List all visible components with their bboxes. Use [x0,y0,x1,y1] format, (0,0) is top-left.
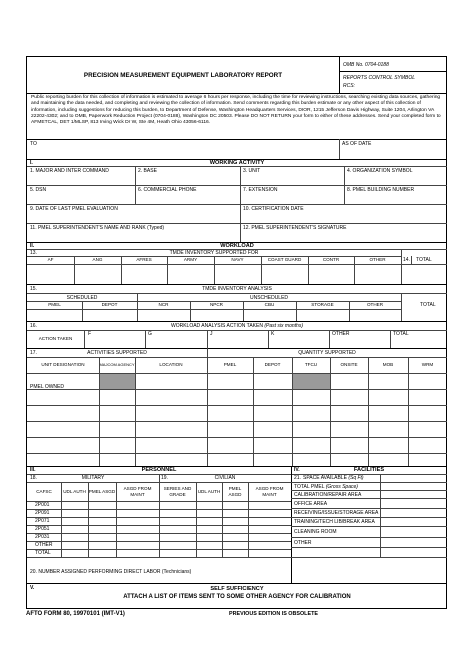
item-19-number: 19. [161,475,168,481]
tmde-total-label: TOTAL [416,257,432,263]
cleaning-room: CLEANING ROOM [294,529,337,535]
qty-col-wrm: WRM [421,362,434,368]
qty-col-onsite: ONSITE [340,362,358,368]
to-field[interactable]: TO [30,141,37,147]
pmel-report-form [26,56,447,609]
item-16-number: 16. [30,323,37,329]
action-col-f: F [88,331,92,337]
direct-labor-field[interactable]: 20. NUMBER ASSIGNED PERFORMING DIRECT LABOR (Technicians) [30,569,192,575]
item-17-number: 17. [30,350,37,356]
base-field[interactable]: 2. BASE [138,168,157,174]
pmel-building-field[interactable]: 8. PMEL BUILDING NUMBER [347,187,415,193]
section-4-title: FACILITIES [353,467,385,473]
unscheduled-header: UNSCHEDULED [249,295,289,301]
tmde-col-army: ARMY [183,257,198,263]
as-of-date-field[interactable]: AS OF DATE [342,141,372,147]
qty-col-pmel: PMEL [223,362,237,368]
row-2p001: 2P001 [35,502,50,508]
action-total-label: TOTAL [393,331,409,337]
omb-number: OMB No. 0704-0188 [343,62,389,68]
receiving-storage-area: RECEIVING/ISSUE/STORAGE AREA [294,510,379,516]
action-col-g: G [148,331,152,337]
row-2p051: 2P051 [35,526,50,532]
tmde-col-other: OTHER [369,257,386,263]
action-taken-title: WORKLOAD ANALYSIS ACTION TAKEN (Past six months) [171,323,303,329]
tmde-col-navy: NAVY [231,257,244,263]
analysis-col-cbu: CBU [264,302,275,308]
section-1-title: WORKING ACTIVITY [209,160,265,166]
col-civ-udl-auth: UDL AUTH [197,488,221,494]
analysis-col-pmel: PMEL [48,302,61,308]
col-mil-asgd-from-maint: ASGD FROM MAINT [123,486,152,497]
last-evaluation-date-field[interactable]: 9. DATE OF LAST PMEL EVALUATION [30,206,118,212]
analysis-total-label: TOTAL [420,302,436,308]
analysis-col-ncr: NCR [158,302,169,308]
analysis-col-storage: STORAGE [311,302,334,308]
row-2p071: 2P071 [35,518,50,524]
form-number: AFTO FORM 80, 19970101 (IMT-V1) [26,611,125,617]
activities-supported-header: ACTIVITIES SUPPORTED [87,350,147,356]
item-18-number: 18. [30,475,37,481]
tmde-inventory-title: TMDE INVENTORY SUPPORTED FOR [169,250,259,256]
training-library-area: TRAINING/TECH LIB/BREAK AREA [294,519,375,525]
burden-statement: Public reporting burden for this collection of information is estimated to average 6 hours per response, including the time for reviewing instructions, searching existing data sources, gathering and maintaining the data needed, and completing and reviewing the collection of information. Send comments regarding this burden estimate or any other aspect of this collection of information, including suggestions for reducing this burden, to Department of Defense, Washington Headquarters Services, DIOR, 1215 Jefferson Davis Highway, Suite 1204, Arlington VA 22202-4302; and to OMB, Paperwork Reduction Project (0704-0188), Washington DC 20503. Please DO NOT RETURN your form to either of these addresses. Send your completed form to AFMETCAL, DET 1/MLSP, 813 Irving Wick Dr W, Ste 4M, Heath Ohio 43056-6116. [31,95,441,126]
col-civ-pmel-asgd: PMEL ASGD [228,486,242,497]
obsolete-notice: PREVIOUS EDITION IS OBSOLETE [229,611,318,617]
superintendent-name-field[interactable]: 11. PMEL SUPERINTENDENT'S NAME AND RANK (Typed) [30,225,165,231]
item-14-number: 14. [403,257,410,263]
item-13-number: 13. [30,250,37,256]
office-area: OFFICE AREA [294,501,328,507]
location-header: LOCATION [159,362,183,368]
row-other: OTHER [35,542,53,548]
tmde-col-coast-guard: COAST GUARD [267,257,302,263]
extension-field[interactable]: 7. EXTENSION [243,187,278,193]
action-col-j: J [210,331,213,337]
inventory-analysis-title: TMDE INVENTORY ANALYSIS [202,286,272,292]
item-21-number: 21. [294,475,301,481]
form-title: PRECISION MEASUREMENT EQUIPMENT LABORATORY REPORT [83,72,283,79]
section-1-number: I. [30,160,33,166]
tmde-col-af: AF [47,257,54,263]
section-3-number: III. [30,467,36,473]
space-available-label: SPACE AVAILABLE (Sq Ft) [303,475,364,481]
col-cafsc: CAFSC [36,488,52,494]
unit-designation-header: UNIT DESIGNATION [41,362,85,368]
dsn-field[interactable]: 5. DSN [30,187,47,193]
analysis-col-other: OTHER [366,302,384,308]
majcom-agency-header: MAJCOM AGENCY [99,362,135,368]
section-5-number: V. [30,585,35,591]
analysis-col-depot: DEPOT [101,302,118,308]
attach-list-instruction: ATTACH A LIST OF ITEMS SENT TO SOME OTHER AGENCY FOR CALIBRATION [123,594,351,600]
scheduled-header: SCHEDULED [66,295,98,301]
unit-field[interactable]: 3. UNIT [243,168,261,174]
row-2p031: 2P031 [35,534,50,540]
section-3-title: PERSONNEL [141,467,177,473]
major-command-field[interactable]: 1. MAJOR AND INTER COMMAND [30,168,109,174]
rcs-label: REPORTS CONTROL SYMBOL [343,75,416,81]
commercial-phone-field[interactable]: 6. COMMERCIAL PHONE [138,187,197,193]
tfcu-shaded-cell [292,374,330,389]
quantity-supported-header: QUANTITY SUPPORTED [298,350,356,356]
section-2-title: WORKLOAD [220,243,254,249]
tmde-col-contr: CONTR [322,257,340,263]
analysis-col-npcr: NPCR [209,302,224,308]
military-header: MILITARY [81,475,105,481]
civilian-header: CIVILIAN [214,475,236,481]
other-area: OTHER [294,540,312,546]
action-col-k: K [271,331,275,337]
total-pmel-label: TOTAL PMEL (Gross Space) [294,484,358,490]
qty-col-depot: DEPOT [264,362,281,368]
col-civ-asgd-from-maint: ASGD FROM MAINT [255,486,284,497]
majcom-shaded-cell [99,374,135,389]
calibration-repair-area: CALIBRATION/REPAIR AREA [294,492,362,498]
qty-col-mob: MOB [382,362,394,368]
organization-symbol-field[interactable]: 4. ORGANIZATION SYMBOL [347,168,413,174]
section-2-number: II. [30,243,35,249]
section-5-title: SELF SUFFICIENCY [210,586,264,592]
superintendent-signature-field[interactable]: 12. PMEL SUPERINTENDENT'S SIGNATURE [243,225,347,231]
col-series-grade: SERIES AND GRADE [163,486,192,497]
pmel-owned-label: PMEL OWNED [30,384,64,390]
item-15-number: 15. [30,286,37,292]
action-col-other: OTHER [332,331,350,337]
tmde-col-ang: ANG [92,257,103,263]
tmde-col-afres: AFRES [136,257,152,263]
action-taken-label: ACTION TAKEN [38,336,73,342]
certification-date-field[interactable]: 10. CERTIFICATION DATE [243,206,304,212]
rcs-field[interactable]: RCS: [343,83,355,89]
section-4-number: IV. [294,467,300,473]
row-total: TOTAL [35,550,51,556]
qty-col-tfcu: TFCU [304,362,318,368]
col-mil-pmel-asgd: PMEL ASGD [88,488,116,494]
col-mil-udl-auth: UDL AUTH [63,488,86,494]
row-2p091: 2P091 [35,510,50,516]
